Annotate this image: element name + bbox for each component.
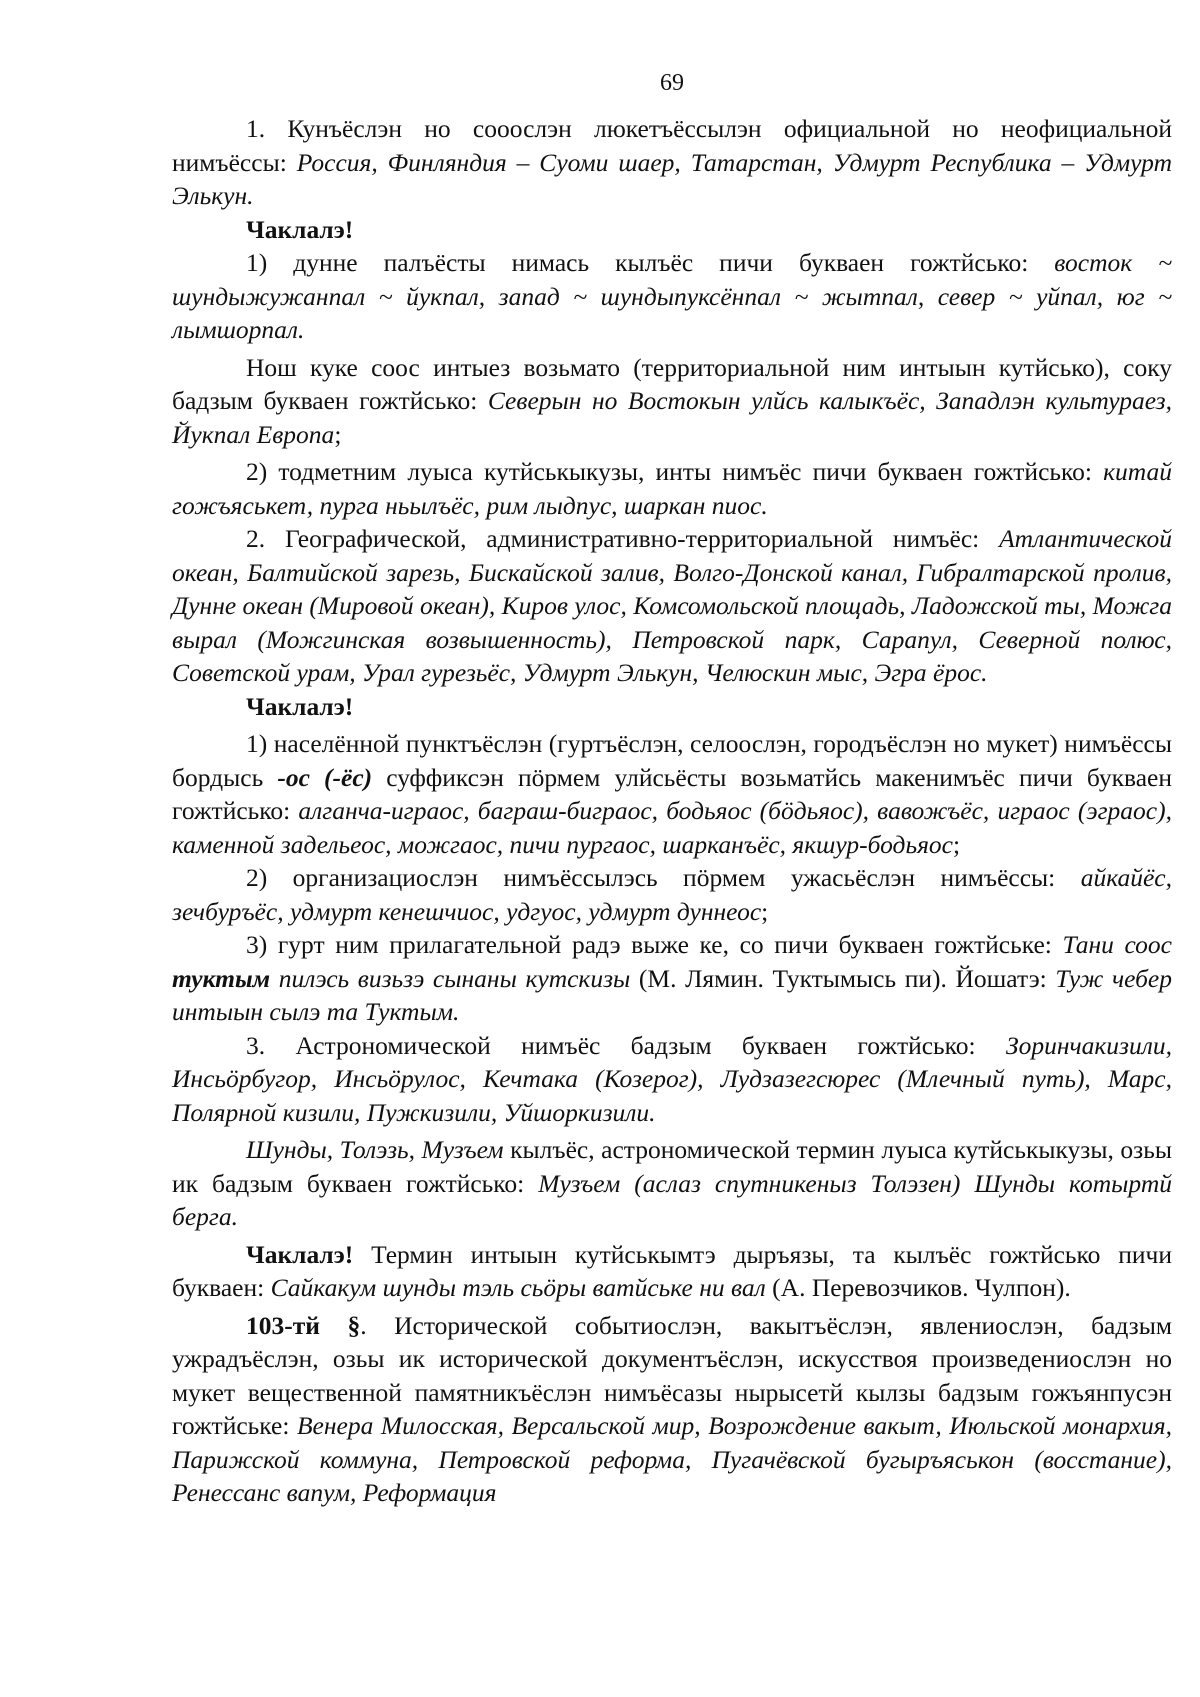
text: 3) гурт ним прилагательной радэ выже ке, со пичи букваен гожтйське: xyxy=(246,930,1063,959)
paragraph-5 xyxy=(172,522,1172,690)
paragraph-2 xyxy=(172,246,1172,347)
example-text: китай гожъяськет, пурга ньылъёс, рим лыдпус, шаркан пиос. xyxy=(172,457,1172,520)
text: ; xyxy=(953,829,961,859)
example-text: пилэсь визьзэ сынаны кутскизы xyxy=(270,963,631,993)
note-heading: Чаклалэ! xyxy=(246,691,354,721)
paragraph-9 xyxy=(172,1029,1172,1130)
text: Нош куке соос интыез возьмато (территориальной ним интыын кутйсько), соку бадзым букваен гожтйсько: xyxy=(172,352,1172,415)
suffix-text: -ос (-ёс) xyxy=(277,762,373,792)
text: ; xyxy=(334,419,342,449)
text: 3. Астрономической нимъёс бадзым букваен гожтйсько: xyxy=(246,1030,1006,1060)
example-text: Зоринчакизили, Инсьӧрбугор, Инсьӧрулос, Кечтака (Козерог), Лудзазегсюрес (Млечный путь), Марс, Полярной кизили, Пужкизили, Уйшоркизили. xyxy=(172,1030,1172,1127)
example-text: восток ~ шундыжужанпал ~ йукпал, запад ~ шундыпуксёнпал ~ жытпал, север ~ уйпал, юг ~ лымшорпал. xyxy=(172,248,1172,344)
text: 2) тодметним луыса кутйськыкузы, инты нимъёс пичи букваен гожтйсько: xyxy=(246,457,1104,486)
paragraph-6 xyxy=(172,727,1172,861)
paragraph-10 xyxy=(172,1133,1172,1234)
page-number: 69 xyxy=(660,70,684,96)
text: 1. Кунъёслэн но сооослэн люкетъёссылэн официальной но неофициальной нимъёссы: xyxy=(172,114,1172,177)
text: (М. Лямин. Туктымысь пи). Йошатэ: xyxy=(630,963,1056,993)
example-text: Сайкакум шунды тэль сьӧры ватйське ни вал xyxy=(270,1273,766,1302)
example-text: Россия, Финляндия – Суоми шаер, Татарстан, Удмурт Республика – Удмурт Элькун. xyxy=(172,147,1172,210)
paragraph-3 xyxy=(172,351,1172,452)
paragraph-12 xyxy=(172,1309,1172,1510)
example-text: Венера Милосская, Версальской мир, Возрождение вакыт, Июльской монархия, Парижской коммуна, Петровской реформа, Пугачёвской бугыръяськон (восстание), Ренессанс вапум, Реформация xyxy=(172,1411,1173,1507)
text: суффиксэн пӧрмем улйсьёсты возьматйсь макенимъёс пичи букваен гожтйсько: xyxy=(172,762,1172,825)
paragraph-4 xyxy=(172,455,1172,522)
example-text: Музъем (аслаз спутникеныз Толэзен) Шунды котыртй берга. xyxy=(172,1168,1173,1231)
example-bold-text: туктым xyxy=(172,963,271,993)
text: . Исторической событиослэн, вакытъёслэн, явлениослэн, бадзым ужрадъёслэн, озьы ик исторической документъёслэн, искусствоя произведениослэн но мукет вещественной памятникъёслэн нимъёсазы нырысетй кылзы бадзым гожъянпусэн гожтйське: xyxy=(172,1310,1172,1440)
text: Термин интыын кутйськымтэ дыръязы, та кылъёс гожтйсько пичи букваен: xyxy=(172,1239,1172,1302)
example-text: айкайёс, зечбуръёс, удмурт кенешчиос, удгуос, удмурт дуннеос xyxy=(172,863,1172,926)
paragraph-1 xyxy=(172,112,1172,213)
paragraph-11 xyxy=(172,1238,1172,1305)
text: (А. Перевозчиков. Чулпон). xyxy=(765,1273,1071,1302)
text: 2. Географической, административно-территориальной нимъёс: xyxy=(246,524,1000,553)
text: 2) организациослэн нимъёссылэсь пӧрмем ужасьёслэн нимъёссы: xyxy=(246,863,1081,892)
example-text: Шунды, Толэзь, Музъем xyxy=(246,1135,504,1164)
example-text: Северын но Востокын улйсь калыкъёс, Западлэн культураез, Йукпал Европа xyxy=(172,386,1173,449)
text: кылъёс, астрономической термин луыса кутйськыкузы, озьы ик бадзым букваен гожтйсько: xyxy=(172,1135,1173,1198)
note-heading: Чаклалэ! xyxy=(246,214,354,244)
example-text: алганча-играос, баграш-биграос, бодьяос (бӧдьяос), вавожъёс, играос (эграос), каменной задельеос, можгаос, пичи пургаос, шарканъёс, якшур-бодьяос xyxy=(172,796,1172,859)
paragraph-8 xyxy=(172,928,1172,1029)
paragraph-7 xyxy=(172,861,1172,928)
text: 1) дунне палъёсты нимась кылъёс пичи букваен гожтйсько: xyxy=(246,248,1055,277)
text: 1) населённой пунктъёслэн (гуртъёслэн, селоослэн, городъёслэн но мукет) нимъёссы бордысь xyxy=(172,729,1172,792)
note-heading-inline: Чаклалэ! xyxy=(246,1239,354,1269)
example-text: Тани соос xyxy=(1062,930,1172,959)
example-text: Туж чебер интыын сылэ та Туктым. xyxy=(172,963,1172,1026)
text: ; xyxy=(761,896,769,926)
document-page xyxy=(172,66,1172,1510)
section-number: 103-тй § xyxy=(246,1310,361,1340)
example-text: Атлантической океан, Балтийской зарезь, Бискайской залив, Волго-Донской канал, Гибралтарской пролив, Дунне океан (Мировой океан), Киров улос, Комсомольской площадь, Ладожской ты, Можга вырал (Можгинская возвышенность), Петровской парк, Сарапул, Северной полюс, Советской урам, Урал гурезьёс, Удмурт Элькун, Челюскин мыс, Эгра ёрос. xyxy=(172,524,1172,687)
